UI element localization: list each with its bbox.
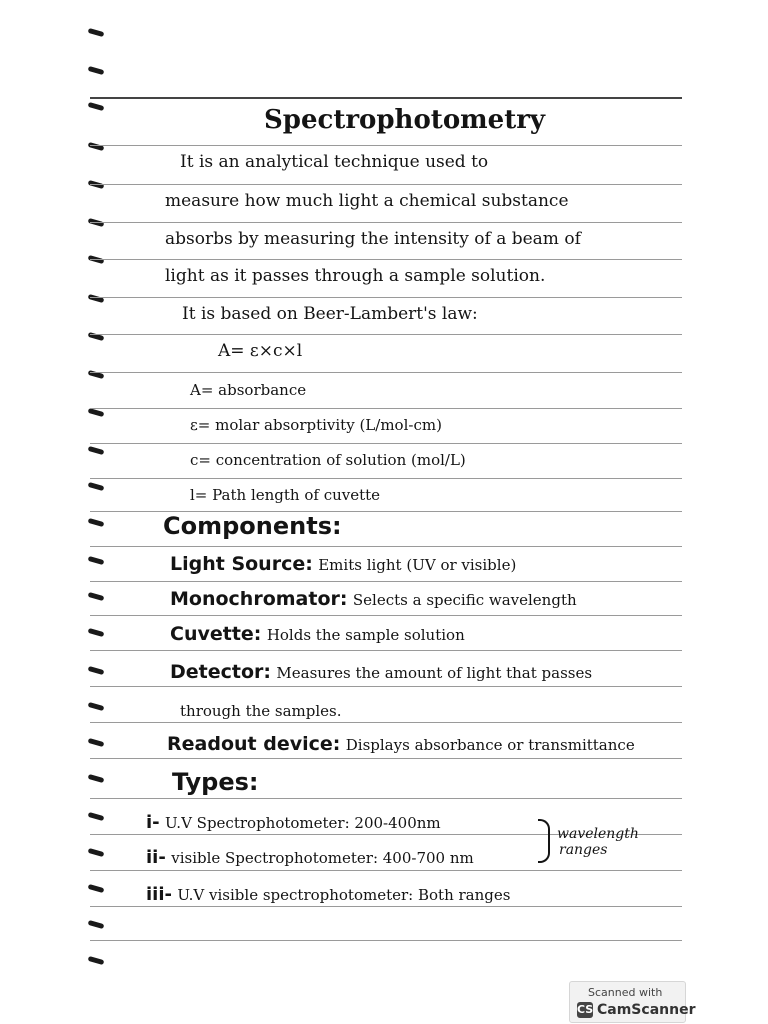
type-row (146, 885, 510, 905)
type-row (146, 848, 474, 868)
spiral-tick (88, 666, 105, 675)
type-number: iii- (146, 884, 172, 905)
brace-note-line: ranges (559, 842, 608, 858)
component-term: Cuvette: (170, 623, 262, 645)
type-number: ii- (146, 847, 166, 868)
spiral-tick (88, 848, 105, 857)
ruled-line (90, 259, 682, 260)
types-heading: Types: (172, 768, 259, 796)
definition-line: c= concentration of solution (mol/L) (190, 451, 466, 469)
spiral-tick (88, 294, 105, 303)
ruled-line (90, 334, 682, 335)
type-text: U.V visible spectrophotometer: Both ranges (177, 886, 511, 904)
component-row (170, 624, 465, 645)
ruled-line (90, 372, 682, 373)
component-term: Detector: (170, 661, 271, 683)
component-desc: Emits light (UV or visible) (318, 556, 517, 574)
spiral-tick (88, 142, 105, 151)
ruled-line (90, 870, 682, 871)
component-term: Monochromator: (170, 588, 348, 610)
watermark-line: Scanned with (588, 986, 663, 999)
definition-line: ε= molar absorptivity (L/mol-cm) (190, 416, 442, 434)
page-title: Spectrophotometry (264, 105, 546, 135)
formula: A= ε×c×l (218, 341, 303, 361)
spiral-tick (88, 920, 105, 929)
brace-note-line: wavelength (557, 826, 639, 842)
spiral-tick (88, 956, 105, 965)
spiral-tick (88, 518, 105, 527)
ruled-line (90, 408, 682, 409)
ruled-line (90, 97, 682, 99)
spiral-tick (88, 446, 105, 455)
spiral-tick (88, 738, 105, 747)
type-text: U.V Spectrophotometer: 200-400nm (165, 814, 441, 832)
component-desc: Measures the amount of light that passes (276, 664, 593, 682)
ruled-line (90, 546, 682, 547)
ruled-line (90, 615, 682, 616)
component-row (170, 662, 592, 683)
components-heading: Components: (163, 512, 342, 540)
ruled-line (90, 722, 682, 723)
ruled-line (90, 758, 682, 759)
type-text: visible Spectrophotometer: 400-700 nm (171, 849, 474, 867)
ruled-line (90, 686, 682, 687)
detector-continuation: through the samples. (180, 702, 342, 720)
camscanner-logo-icon: CS (577, 1003, 594, 1016)
spiral-tick (88, 702, 105, 711)
spiral-tick (88, 592, 105, 601)
ruled-line (90, 443, 682, 444)
component-desc: Selects a specific wavelength (352, 591, 577, 609)
component-term: Light Source: (170, 553, 313, 575)
watermark-brand: CamScanner (597, 1002, 696, 1018)
spiral-tick (88, 628, 105, 637)
spiral-tick (88, 102, 105, 111)
type-row (146, 813, 441, 833)
spiral-tick (88, 482, 105, 491)
spiral-tick (88, 884, 105, 893)
intro-line: It is an analytical technique used to (180, 152, 489, 172)
ruled-line (90, 650, 682, 651)
ruled-line (90, 906, 682, 907)
ruled-line (90, 478, 682, 479)
ruled-line (90, 184, 682, 185)
spiral-tick (88, 66, 105, 75)
spiral-tick (88, 774, 105, 783)
component-row (170, 554, 516, 575)
ruled-line (90, 297, 682, 298)
component-desc: Holds the sample solution (266, 626, 465, 644)
spiral-tick (88, 556, 105, 565)
ruled-line (90, 581, 682, 582)
spiral-tick (88, 408, 105, 417)
range-brace (538, 819, 550, 863)
ruled-line (90, 222, 682, 223)
intro-line: measure how much light a chemical substance (165, 191, 569, 211)
definition-line: l= Path length of cuvette (190, 486, 381, 504)
ruled-line (90, 145, 682, 146)
intro-line: light as it passes through a sample solution. (165, 266, 546, 286)
intro-line: absorbs by measuring the intensity of a beam of (165, 229, 581, 249)
camscanner-watermark (569, 981, 696, 1023)
ruled-line (90, 798, 682, 799)
component-row (167, 734, 635, 755)
component-row (170, 589, 577, 610)
component-desc: Displays absorbance or transmittance (345, 736, 635, 754)
ruled-line (90, 940, 682, 941)
component-term: Readout device: (167, 733, 341, 755)
brace-note (557, 826, 639, 858)
spiral-tick (88, 28, 105, 37)
spiral-tick (88, 812, 105, 821)
definition-line: A= absorbance (190, 381, 307, 399)
law-intro: It is based on Beer-Lambert's law: (182, 304, 478, 324)
type-number: i- (146, 812, 160, 833)
